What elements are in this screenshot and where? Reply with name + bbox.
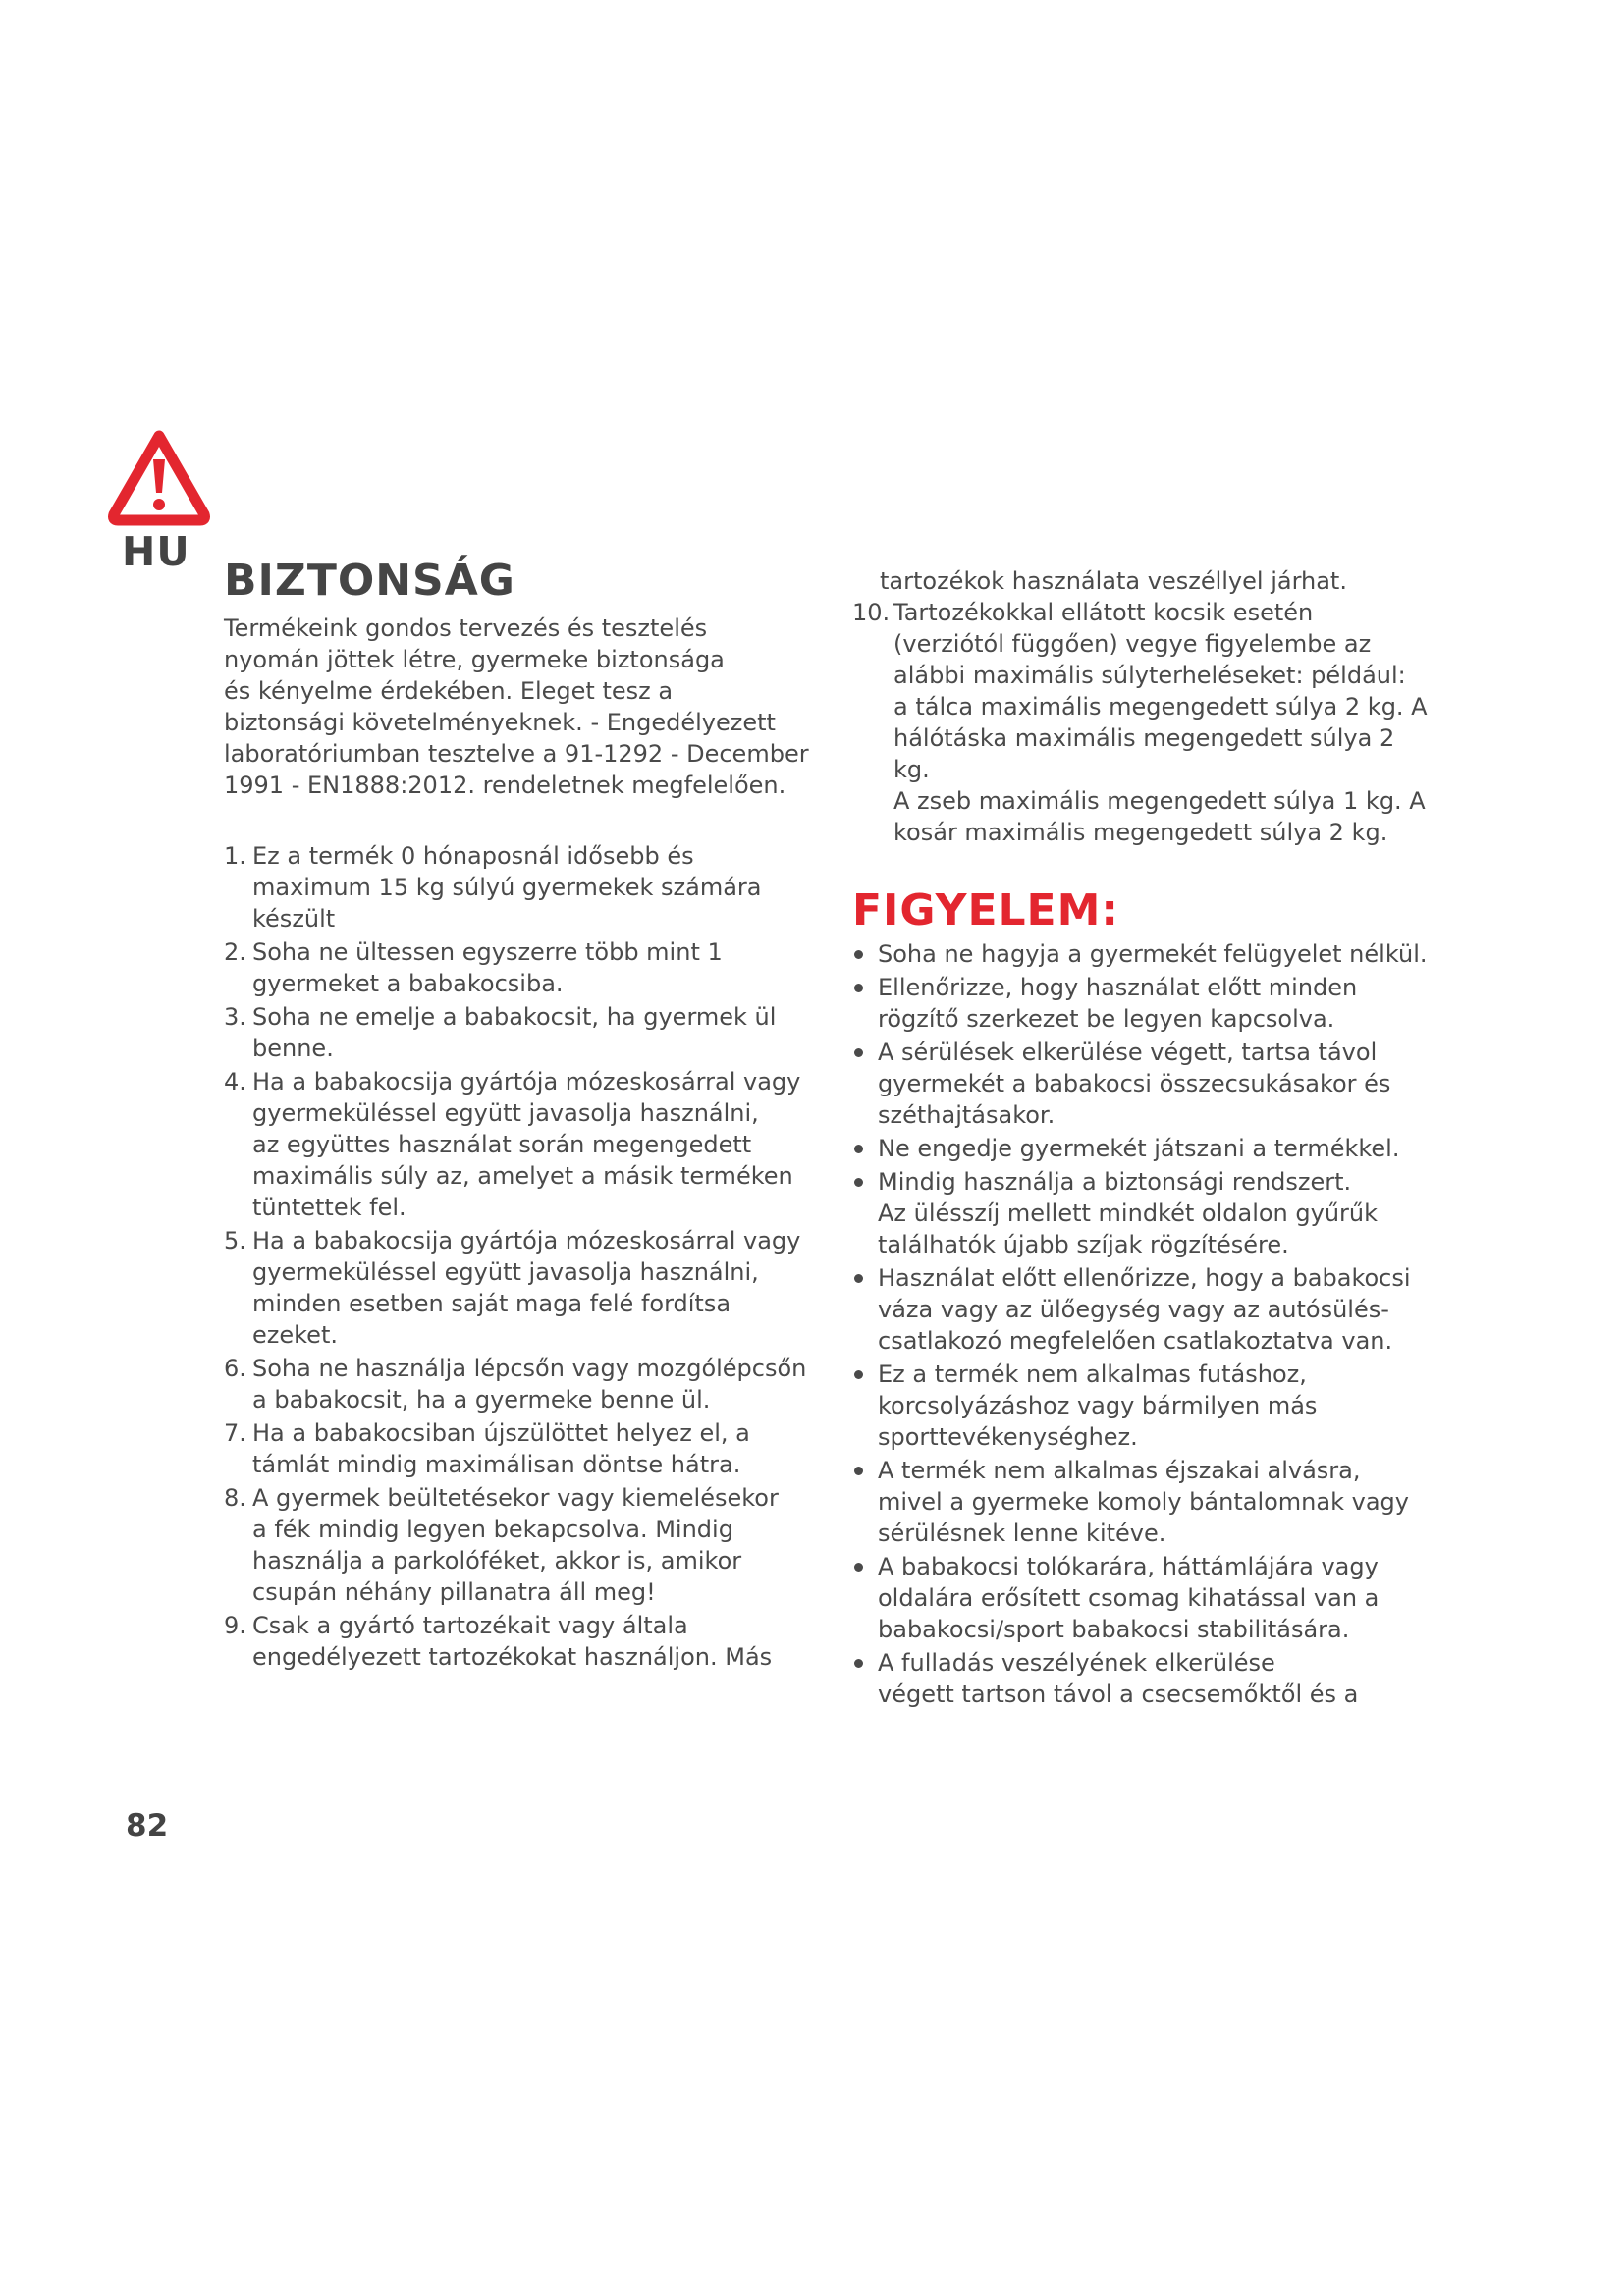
list-item-number: 6. <box>224 1355 246 1382</box>
bullet-text: Ez a termék nem alkalmas futáshoz, korcsolyázáshoz vagy bármilyen más sporttevékenységhez. <box>878 1361 1318 1451</box>
bullet-icon <box>854 950 863 959</box>
bullet-item <box>852 1262 1432 1357</box>
bullet-item <box>852 1551 1432 1645</box>
bullet-icon <box>854 1370 863 1379</box>
list-item <box>224 1417 813 1480</box>
list-item <box>224 1066 813 1223</box>
bullet-item <box>852 938 1432 970</box>
warning-title: FIGYELEM: <box>852 885 1119 935</box>
bullet-item <box>852 1647 1432 1710</box>
bullet-item <box>852 1455 1432 1549</box>
list-item <box>224 936 813 999</box>
bullet-icon <box>854 1048 863 1057</box>
list-item-number: 10. <box>852 599 891 626</box>
bullet-icon <box>854 1659 863 1668</box>
bullet-icon <box>854 984 863 992</box>
list-item-number: 3. <box>224 1003 246 1031</box>
list-item-text: Csak a gyártó tartozékait vagy általa engedélyezett tartozékokat használjon. Más <box>252 1612 773 1671</box>
bullet-icon <box>854 1145 863 1153</box>
bullet-text: A fulladás veszélyének elkerülése végett tartson távol a csecsemőktől és a <box>878 1649 1359 1708</box>
warning-list <box>852 938 1432 1710</box>
bullet-text: Ellenőrizze, hogy használat előtt minden rögzítő szerkezet be legyen kapcsolva. <box>878 974 1358 1033</box>
bullet-item <box>852 1359 1432 1453</box>
intro-paragraph: Termékeink gondos tervezés és tesztelés nyomán jöttek létre, gyermeke biztonsága és kényelme érdekében. Eleget tesz a biztonsági követelményeknek. - Engedélyezett laboratóriumban tesztelve a 91-1292 - December 1991 - EN1888:2012. rendeletnek megfelelően. <box>224 614 809 799</box>
bullet-item <box>852 1037 1432 1131</box>
warning-section <box>852 885 1432 1710</box>
list-item <box>224 840 813 934</box>
right-column <box>852 565 1432 1712</box>
list-item-number: 2. <box>224 938 246 966</box>
bullet-text: Ne engedje gyermekét játszani a termékkel. <box>878 1135 1400 1162</box>
bullet-icon <box>854 1178 863 1187</box>
bullet-text: A termék nem alkalmas éjszakai alvásra, mivel a gyermeke komoly bántalomnak vagy sérülésnek lenne kitéve. <box>878 1457 1409 1547</box>
list-item-text: Ez a termék 0 hónaposnál idősebb és maximum 15 kg súlyú gyermekek számára készült <box>252 842 762 933</box>
list-item <box>224 1225 813 1351</box>
list-item-number: 4. <box>224 1068 246 1095</box>
list-item <box>224 1610 813 1673</box>
list-item-text: A gyermek beültetésekor vagy kiemelésekor a fék mindig legyen bekapcsolva. Mindig használja a parkolóféket, akkor is, amikor csupán néhány pillanatra áll meg! <box>252 1484 779 1606</box>
safety-list <box>224 840 813 1673</box>
bullet-icon <box>854 1274 863 1283</box>
list-item <box>852 597 1432 848</box>
list-item-text: Ha a babakocsija gyártója mózeskosárral vagy gyermeküléssel együtt javasolja használni, az együttes használat során megengedett maximális súly az, amelyet a másik terméken tüntettek fel. <box>252 1068 801 1221</box>
list-item <box>224 1353 813 1415</box>
list-item-text: Soha ne ültessen egyszerre több mint 1 gyermeket a babakocsiba. <box>252 938 723 997</box>
list-item-number: 9. <box>224 1612 246 1639</box>
list-item-number: 5. <box>224 1227 246 1255</box>
bullet-item <box>852 1166 1432 1260</box>
list-item-text: Ha a babakocsiban újszülöttet helyez el, a támlát mindig maximálisan döntse hátra. <box>252 1419 750 1478</box>
bullet-text: Soha ne hagyja a gyermekét felügyelet nélkül. <box>878 940 1428 968</box>
bullet-text: Mindig használja a biztonsági rendszert. Az ülésszíj mellett mindkét oldalon gyűrűk találhatók újabb szíjak rögzítésére. <box>878 1168 1379 1258</box>
bullet-icon <box>854 1563 863 1572</box>
list-item-text: Ha a babakocsija gyártója mózeskosárral vagy gyermeküléssel együtt javasolja használni, minden esetben saját maga felé fordítsa ezeket. <box>252 1227 801 1349</box>
list-item-text: Tartozékokkal ellátott kocsik esetén (verziótól függően) vegye figyelembe az alábbi maximális súlyterheléseket: például: a tálca maximális megengedett súlya 2 kg. A hálótáska maximális megengedett súlya 2 kg. A zseb maximális megengedett súlya 1 kg. A kosár maximális megengedett súlya 2 kg. <box>893 599 1428 846</box>
safety-list-continued <box>852 597 1432 848</box>
section-title-safety: BIZTONSÁG <box>224 556 515 606</box>
bullet-item <box>852 1133 1432 1164</box>
page-number: 82 <box>126 1808 169 1843</box>
continued-text: tartozékok használata veszéllyel járhat. <box>880 567 1347 595</box>
language-code: HU <box>122 528 190 575</box>
left-column <box>224 556 813 1675</box>
bullet-item <box>852 972 1432 1035</box>
bullet-text: A babakocsi tolókarára, háttámlájára vagy oldalára erősített csomag kihatással van a babakocsi/sport babakocsi stabilitására. <box>878 1553 1380 1643</box>
warning-triangle-icon <box>106 428 212 526</box>
list-item <box>224 1482 813 1608</box>
bullet-text: Használat előtt ellenőrizze, hogy a babakocsi váza vagy az ülőegység vagy az autósülés- csatlakozó megfelelően csatlakoztatva van. <box>878 1264 1411 1355</box>
list-item-number: 8. <box>224 1484 246 1512</box>
list-item-number: 1. <box>224 842 246 870</box>
list-item <box>224 1001 813 1064</box>
list-item-text: Soha ne emelje a babakocsit, ha gyermek ül benne. <box>252 1003 777 1062</box>
bullet-text: A sérülések elkerülése végett, tartsa távol gyermekét a babakocsi összecsukásakor és széthajtásakor. <box>878 1039 1391 1129</box>
list-item-text: Soha ne használja lépcsőn vagy mozgólépcsőn a babakocsit, ha a gyermeke benne ül. <box>252 1355 807 1414</box>
list-item-number: 7. <box>224 1419 246 1447</box>
bullet-icon <box>854 1467 863 1475</box>
